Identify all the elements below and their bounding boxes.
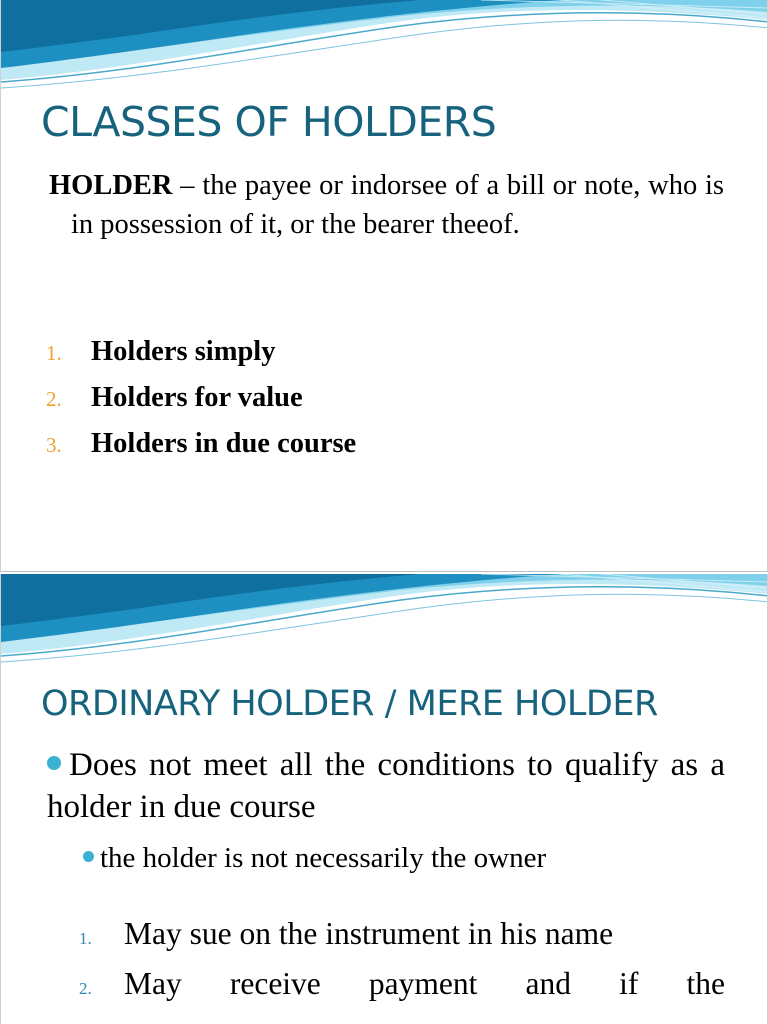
list-number: 2. — [79, 979, 92, 998]
list-number: 1. — [46, 341, 62, 365]
list-item-text: Holders in due course — [91, 428, 357, 459]
list-number: 1. — [79, 929, 92, 948]
bullet-dot-icon — [47, 756, 61, 770]
holder-rights-list — [79, 916, 725, 1016]
wave-header-graphic — [1, 0, 768, 92]
sub-bullet-dot-icon — [83, 851, 94, 862]
list-item — [46, 336, 356, 382]
slide-title: ORDINARY HOLDER / MERE HOLDER — [41, 684, 658, 724]
sub-bullet-text: the holder is not necessarily the owner — [100, 842, 547, 874]
list-item — [46, 428, 356, 474]
slide-2 — [0, 574, 768, 1024]
sub-bullet — [83, 842, 546, 875]
holder-definition — [49, 166, 724, 244]
wave-header-graphic — [1, 574, 768, 666]
list-number: 2. — [46, 387, 62, 411]
list-item — [79, 966, 725, 1016]
bullet-text: Does not meet all the conditions to qualify as a holder in due course — [47, 747, 725, 825]
bullet-paragraph — [47, 744, 725, 828]
holder-classes-list — [46, 336, 356, 474]
definition-text: – the payee or indorsee of a bill or note, who is in possession of it, or the bearer theeof. — [71, 170, 724, 240]
list-number: 3. — [46, 433, 62, 457]
list-item — [46, 382, 356, 428]
list-item-text: Holders for value — [91, 382, 303, 413]
list-item-text: May receive payment and if the — [124, 966, 725, 1001]
list-item-text: Holders simply — [91, 336, 276, 367]
list-item-text: May sue on the instrument in his name — [124, 916, 614, 951]
list-item — [79, 916, 725, 966]
definition-term: HOLDER — [49, 170, 173, 201]
slide-title: CLASSES OF HOLDERS — [41, 98, 497, 146]
